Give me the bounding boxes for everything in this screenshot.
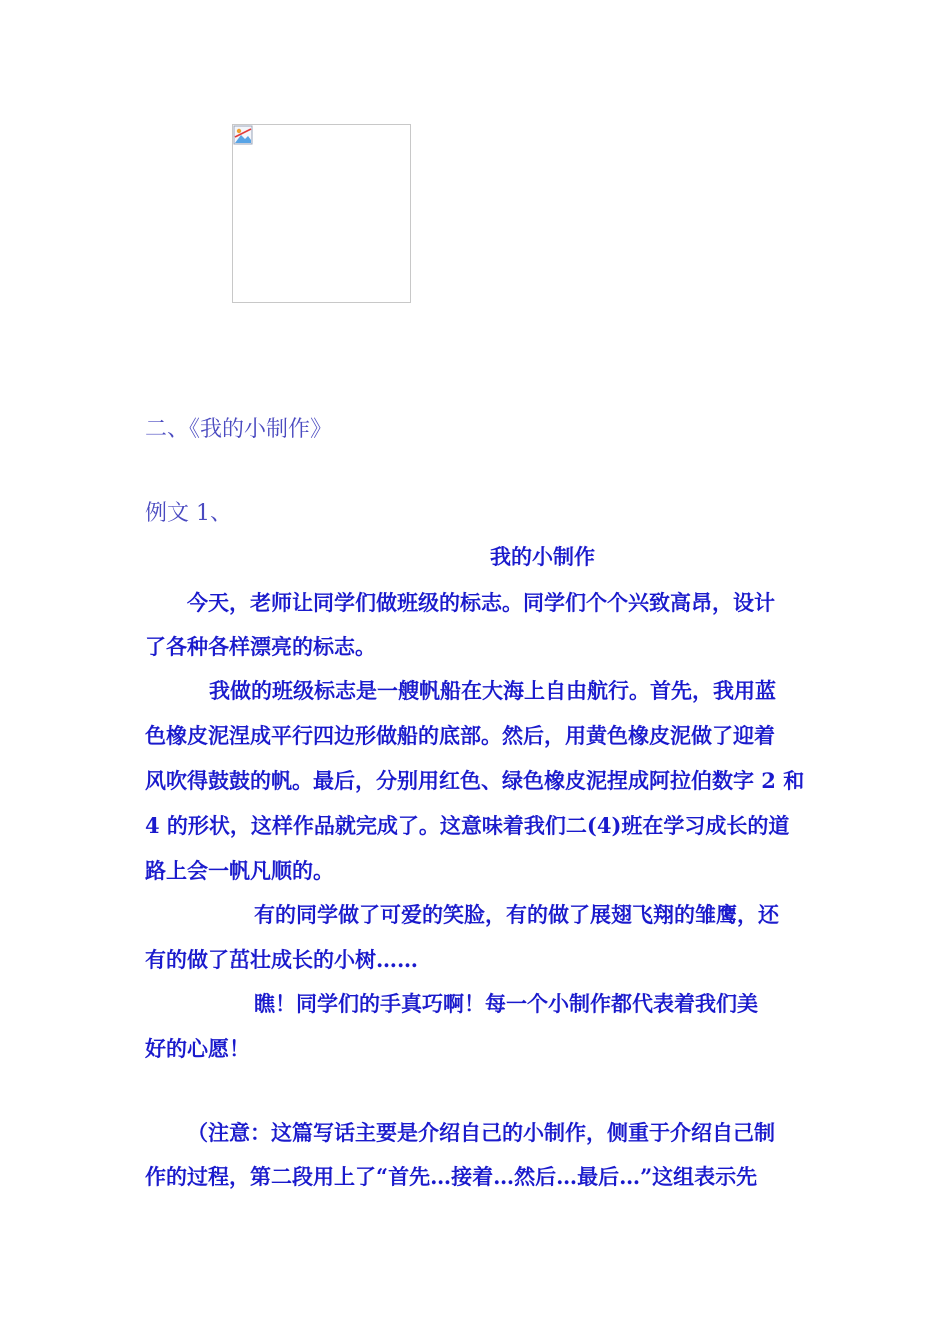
broken-image-icon <box>233 125 253 145</box>
essay-line: 今天，老师让同学们做班级的标志。同学们个个兴致高昂，设计 <box>187 590 775 615</box>
essay-line: 风吹得鼓鼓的帆。最后，分别用红色、绿色橡皮泥捏成阿拉伯数字 2 和 <box>145 768 805 793</box>
essay-line: 有的同学做了可爱的笑脸，有的做了展翅飞翔的雏鹰，还 <box>254 902 779 927</box>
broken-image-placeholder <box>232 124 411 303</box>
essay-title: 我的小制作 <box>490 544 595 569</box>
essay-line: 瞧！同学们的手真巧啊！每一个小制作都代表着我们美 <box>254 991 758 1016</box>
essay-line: 有的做了茁壮成长的小树…… <box>145 947 418 972</box>
example-label: 例文 1、 <box>145 501 232 526</box>
essay-line: 4 的形状，这样作品就完成了。这意味着我们二(4)班在学习成长的道 <box>145 813 790 838</box>
essay-line: 色橡皮泥涅成平行四边形做船的底部。然后，用黄色橡皮泥做了迎着 <box>145 723 775 748</box>
note-line: （注意：这篇写话主要是介绍自己的小制作，侧重于介绍自己制 <box>187 1120 775 1145</box>
note-line: 作的过程，第二段用上了“首先…接着…然后…最后…”这组表示先 <box>145 1164 758 1189</box>
essay-line: 了各种各样漂亮的标志。 <box>145 634 376 659</box>
essay-line: 好的心愿！ <box>145 1036 250 1061</box>
essay-line: 路上会一帆凡顺的。 <box>145 858 334 883</box>
essay-line: 我做的班级标志是一艘帆船在大海上自由航行。首先，我用蓝 <box>209 678 776 703</box>
section-heading: 二、《我的小制作》 <box>145 417 333 442</box>
